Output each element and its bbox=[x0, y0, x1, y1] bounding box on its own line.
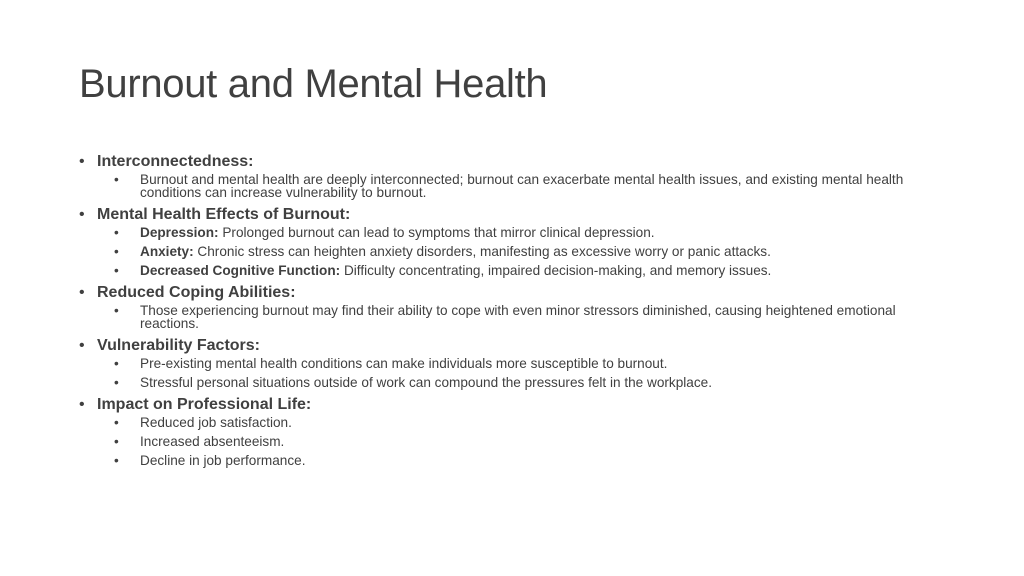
list-item bbox=[79, 376, 949, 389]
bullet-icon: • bbox=[114, 244, 119, 259]
section-reduced-coping bbox=[79, 283, 949, 303]
bullet-icon: • bbox=[114, 263, 119, 278]
item-text: Reduced job satisfaction. bbox=[140, 415, 292, 430]
section-interconnectedness bbox=[79, 152, 949, 172]
item-text: Stressful personal situations outside of work can compound the pressures felt in the workplace. bbox=[140, 375, 712, 390]
item-text: Those experiencing burnout may find their ability to cope with even minor stressors diminished, causing heightened emotional reactions. bbox=[140, 303, 896, 331]
bullet-icon: • bbox=[79, 153, 85, 170]
list-item bbox=[79, 173, 949, 199]
bullet-icon: • bbox=[79, 284, 85, 301]
list-item bbox=[79, 435, 949, 448]
section-heading: Impact on Professional Life: bbox=[97, 396, 312, 413]
section-mental-health-effects bbox=[79, 205, 949, 225]
bullet-icon: • bbox=[114, 415, 119, 430]
item-text: Increased absenteeism. bbox=[140, 434, 285, 449]
sub-list bbox=[79, 173, 949, 199]
bullet-icon: • bbox=[79, 206, 85, 223]
list-item bbox=[79, 245, 949, 258]
section-impact-professional-life bbox=[79, 395, 949, 415]
item-text: Burnout and mental health are deeply interconnected; burnout can exacerbate mental health issues, and existing mental health conditions can increase vulnerability to burnout. bbox=[140, 172, 904, 200]
section-heading: Reduced Coping Abilities: bbox=[97, 284, 296, 301]
list-item bbox=[79, 304, 949, 330]
list-item bbox=[79, 416, 949, 429]
bullet-list bbox=[79, 152, 949, 473]
list-item bbox=[79, 226, 949, 239]
bullet-icon: • bbox=[114, 356, 119, 371]
bullet-icon: • bbox=[114, 434, 119, 449]
section-heading: Interconnectedness: bbox=[97, 153, 254, 170]
bullet-icon: • bbox=[114, 303, 119, 318]
item-text: Difficulty concentrating, impaired decision-making, and memory issues. bbox=[343, 263, 772, 278]
item-text: Prolonged burnout can lead to symptoms that mirror clinical depression. bbox=[222, 225, 655, 240]
slide-title: Burnout and Mental Health bbox=[79, 62, 548, 106]
bullet-icon: • bbox=[114, 172, 119, 187]
section-vulnerability-factors bbox=[79, 336, 949, 356]
bullet-icon: • bbox=[114, 225, 119, 240]
bullet-icon: • bbox=[114, 453, 119, 468]
sub-list bbox=[79, 357, 949, 389]
item-text: Decline in job performance. bbox=[140, 453, 306, 468]
list-item bbox=[79, 357, 949, 370]
item-label: Decreased Cognitive Function: bbox=[140, 263, 341, 278]
item-label: Depression: bbox=[140, 225, 219, 240]
list-item bbox=[79, 264, 949, 277]
bullet-icon: • bbox=[114, 375, 119, 390]
item-label: Anxiety: bbox=[140, 244, 194, 259]
sub-list bbox=[79, 416, 949, 467]
bullet-icon: • bbox=[79, 396, 85, 413]
item-text: Pre-existing mental health conditions can make individuals more susceptible to burnout. bbox=[140, 356, 668, 371]
sub-list bbox=[79, 226, 949, 277]
list-item bbox=[79, 454, 949, 467]
sub-list bbox=[79, 304, 949, 330]
bullet-icon: • bbox=[79, 337, 85, 354]
section-heading: Mental Health Effects of Burnout: bbox=[97, 206, 351, 223]
section-heading: Vulnerability Factors: bbox=[97, 337, 260, 354]
item-text: Chronic stress can heighten anxiety disorders, manifesting as excessive worry or panic attacks. bbox=[197, 244, 771, 259]
